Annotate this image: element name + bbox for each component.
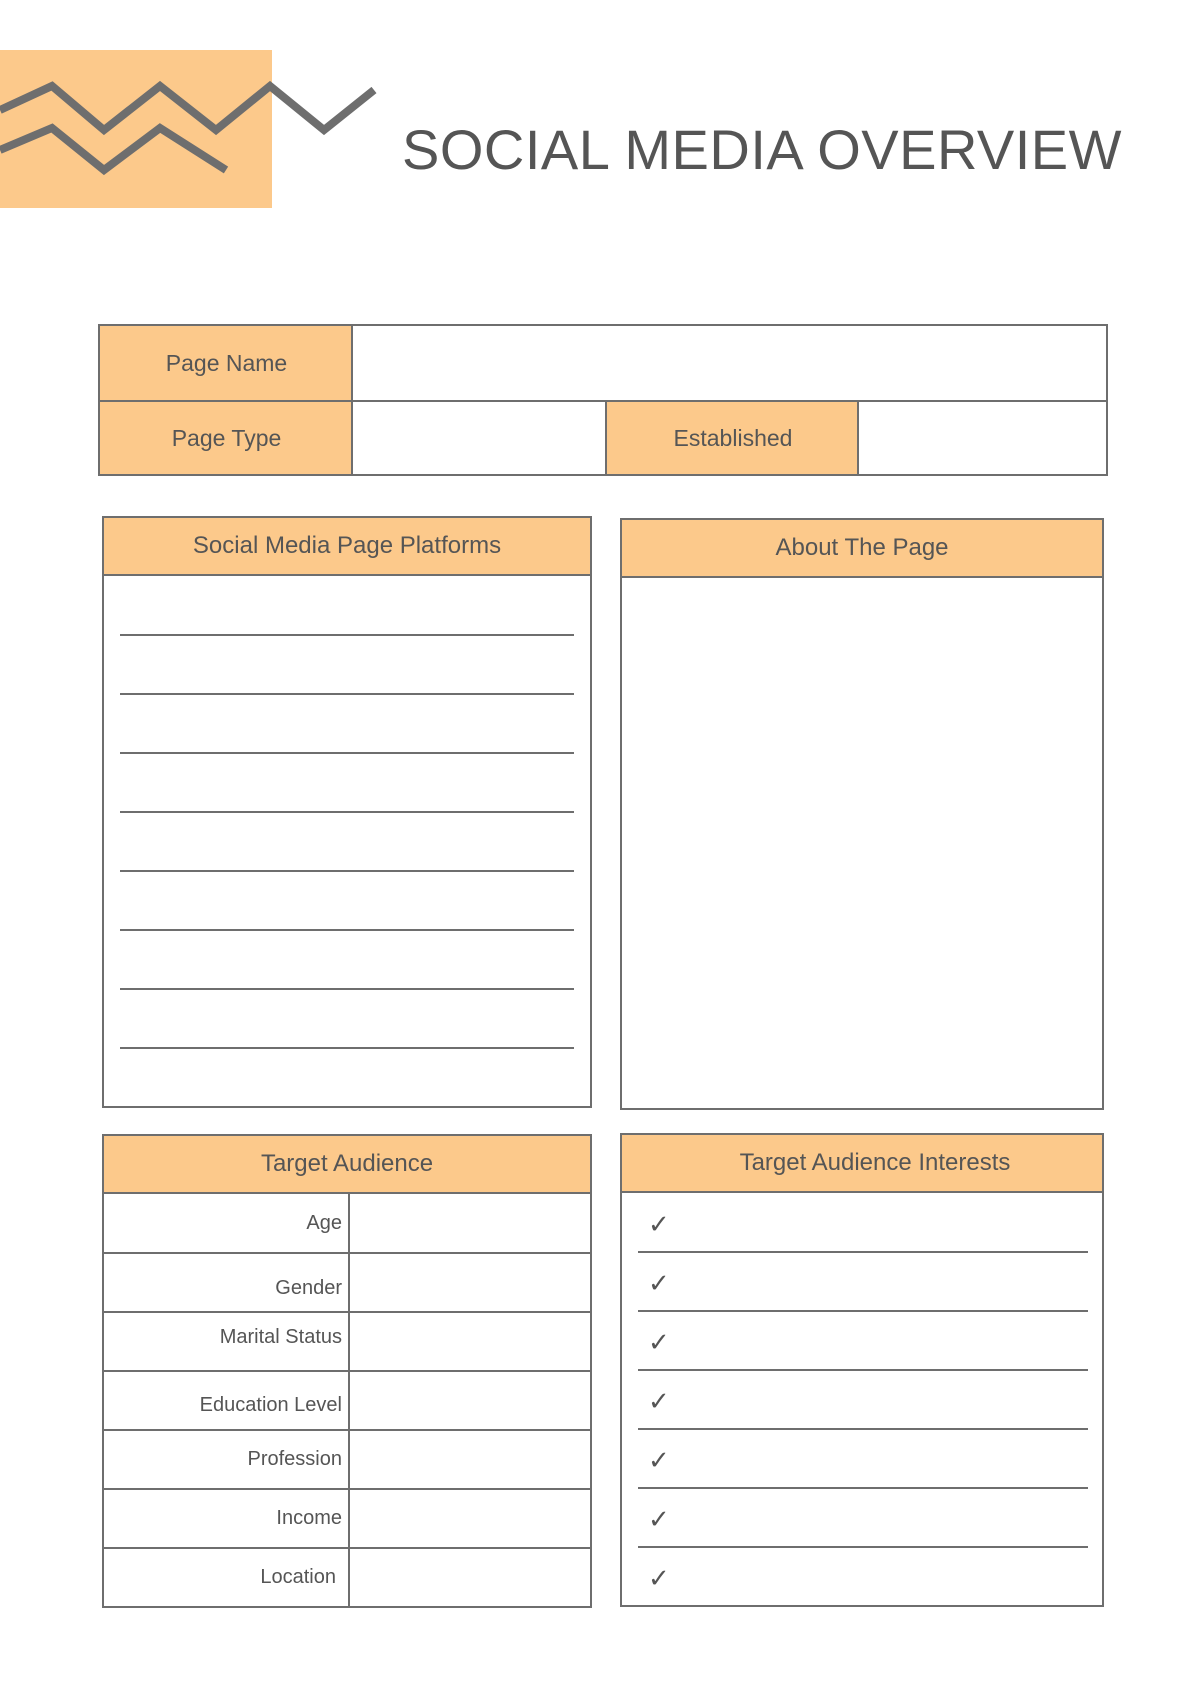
education-level-label: Education Level bbox=[199, 1394, 342, 1416]
platform-line[interactable] bbox=[120, 988, 574, 990]
gender-label: Gender bbox=[275, 1276, 342, 1299]
interest-line bbox=[638, 1546, 1088, 1548]
page-type-field[interactable] bbox=[353, 402, 605, 474]
interest-field[interactable] bbox=[682, 1197, 1072, 1247]
audience-row-income bbox=[104, 1490, 590, 1547]
info-divider-vertical bbox=[857, 402, 859, 474]
interest-field[interactable] bbox=[682, 1492, 1072, 1542]
established-field[interactable] bbox=[859, 402, 1106, 474]
interest-field[interactable] bbox=[682, 1551, 1072, 1601]
interest-line bbox=[638, 1428, 1088, 1430]
info-divider-horizontal bbox=[100, 400, 1106, 402]
interest-field[interactable] bbox=[682, 1256, 1072, 1306]
interest-line bbox=[638, 1251, 1088, 1253]
platform-line[interactable] bbox=[120, 870, 574, 872]
page-info-table bbox=[98, 324, 1108, 476]
audience-row-location bbox=[104, 1549, 590, 1606]
interest-line bbox=[638, 1310, 1088, 1312]
age-field[interactable] bbox=[350, 1194, 590, 1253]
income-label: Income bbox=[276, 1507, 342, 1529]
checkmark-icon: ✓ bbox=[648, 1504, 670, 1534]
about-panel bbox=[620, 518, 1104, 1110]
about-panel-title: About The Page bbox=[622, 520, 1102, 578]
about-text-area[interactable] bbox=[622, 578, 1102, 1108]
checkmark-icon: ✓ bbox=[648, 1563, 670, 1593]
platform-line[interactable] bbox=[120, 1047, 574, 1049]
zigzag-decoration-icon bbox=[0, 50, 380, 210]
income-field[interactable] bbox=[350, 1490, 590, 1547]
checkmark-icon: ✓ bbox=[648, 1209, 670, 1239]
checkmark-icon: ✓ bbox=[648, 1386, 670, 1416]
audience-row-age bbox=[104, 1194, 590, 1253]
platform-line[interactable] bbox=[120, 811, 574, 813]
interest-line bbox=[638, 1369, 1088, 1371]
profession-label: Profession bbox=[247, 1448, 342, 1470]
interests-panel-title: Target Audience Interests bbox=[622, 1135, 1102, 1193]
gender-field[interactable] bbox=[350, 1254, 590, 1312]
audience-row-profession bbox=[104, 1431, 590, 1488]
education-level-field[interactable] bbox=[350, 1372, 590, 1429]
checkmark-icon: ✓ bbox=[648, 1268, 670, 1298]
profession-field[interactable] bbox=[350, 1431, 590, 1488]
location-field[interactable] bbox=[350, 1549, 590, 1606]
platform-line[interactable] bbox=[120, 634, 574, 636]
interest-field[interactable] bbox=[682, 1374, 1072, 1424]
page-name-label: Page Name bbox=[100, 326, 353, 400]
platform-line[interactable] bbox=[120, 693, 574, 695]
interest-line bbox=[638, 1487, 1088, 1489]
interest-field[interactable] bbox=[682, 1315, 1072, 1365]
platforms-panel-title: Social Media Page Platforms bbox=[104, 518, 590, 576]
platforms-panel bbox=[102, 516, 592, 1108]
page-title: SOCIAL MEDIA OVERVIEW bbox=[402, 118, 1123, 181]
established-label: Established bbox=[607, 402, 859, 474]
interests-panel bbox=[620, 1133, 1104, 1607]
audience-row-education-level bbox=[104, 1372, 590, 1429]
age-label: Age bbox=[306, 1212, 342, 1234]
interest-field[interactable] bbox=[682, 1433, 1072, 1483]
info-divider-vertical bbox=[605, 402, 607, 474]
page-type-label: Page Type bbox=[100, 402, 353, 474]
marital-status-label: Marital Status bbox=[219, 1326, 342, 1348]
marital-status-field[interactable] bbox=[350, 1313, 590, 1370]
audience-row-gender bbox=[104, 1254, 590, 1312]
location-label: Location bbox=[260, 1566, 336, 1588]
checkmark-icon: ✓ bbox=[648, 1327, 670, 1357]
platform-line[interactable] bbox=[120, 929, 574, 931]
page-name-field[interactable] bbox=[353, 326, 1106, 400]
audience-panel-title: Target Audience bbox=[104, 1136, 590, 1194]
audience-panel bbox=[102, 1134, 592, 1608]
platform-line[interactable] bbox=[120, 752, 574, 754]
checkmark-icon: ✓ bbox=[648, 1445, 670, 1475]
info-divider-vertical bbox=[351, 326, 353, 474]
audience-row-marital-status bbox=[104, 1313, 590, 1370]
